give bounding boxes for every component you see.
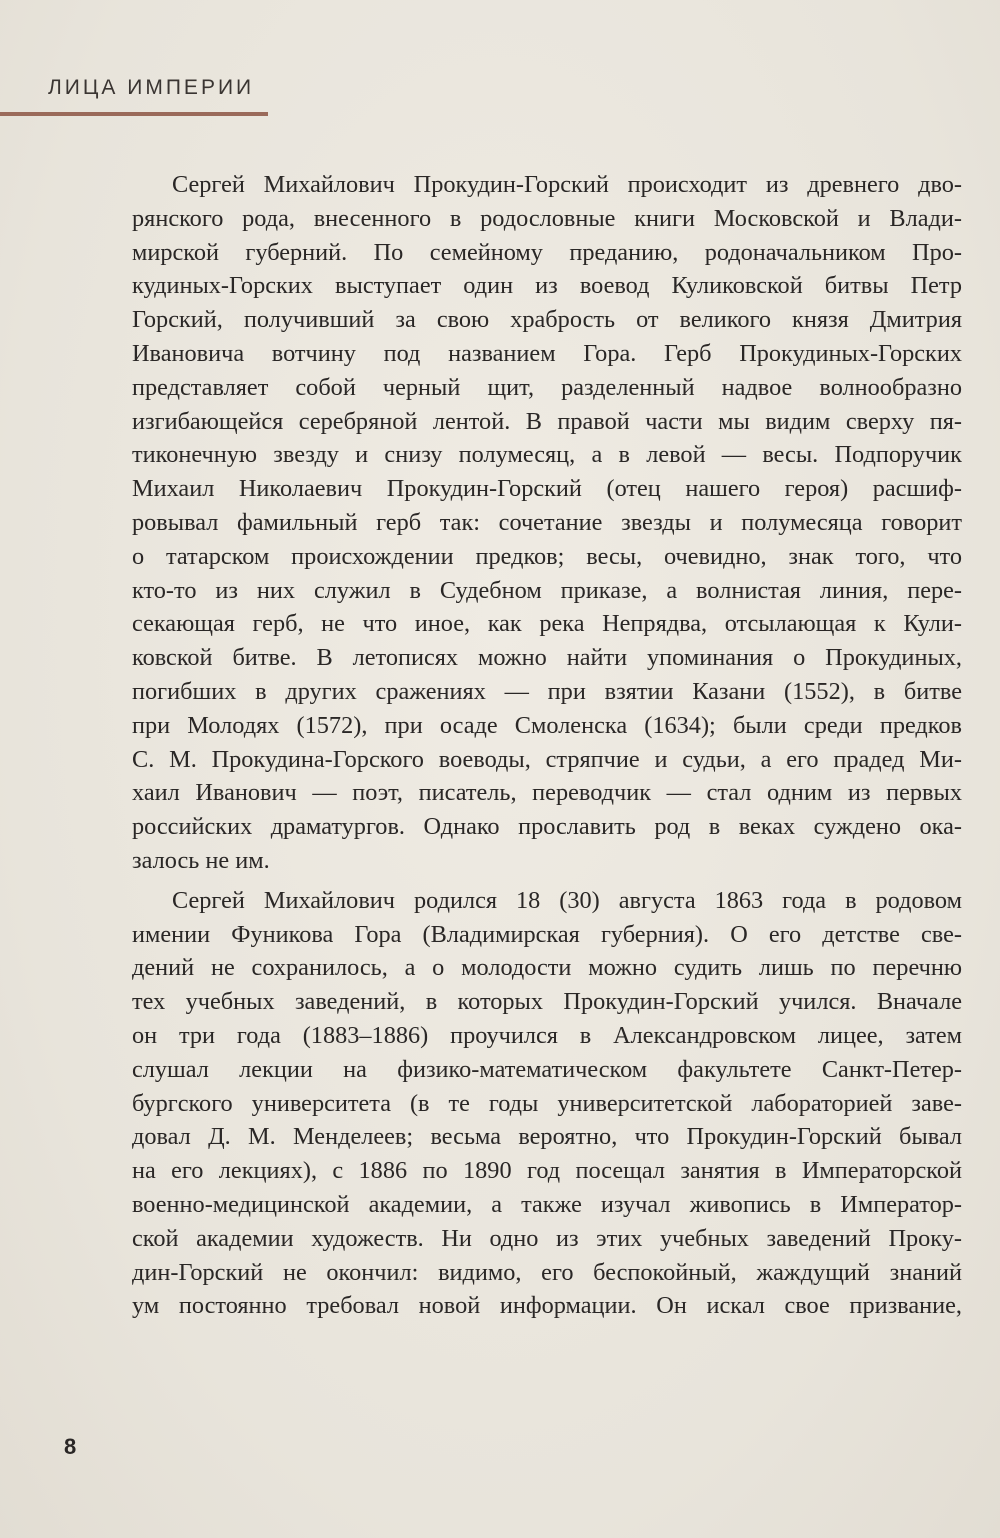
text-line: Михаил Николаевич Прокудин-Горский (отец нашего героя) расшиф- xyxy=(132,475,962,503)
text-line: военно-медицинской академии, а также изучал живопись в Император- xyxy=(132,1190,962,1218)
text-line: Сергей Михайлович Прокудин-Горский происходит из древнего дво- xyxy=(172,171,962,198)
text-line: довал Д. М. Менделеев; весьма вероятно, что Прокудин-Горский бывал xyxy=(132,1123,962,1151)
text-line: Горский, получивший за свою храбрость от великого князя Дмитрия xyxy=(132,306,962,334)
text-line: слушал лекции на физико-математическом факультете Санкт-Петер- xyxy=(132,1055,962,1083)
text-line: он три года (1883–1886) проучился в Александровском лицее, затем xyxy=(132,1021,962,1049)
text-line: ской академии художеств. Ни одно из этих учебных заведений Проку- xyxy=(132,1224,962,1252)
text-line: о татарском происхождении предков; весы, очевидно, знак того, что xyxy=(132,542,962,570)
text-line: С. М. Прокудина-Горского воеводы, стряпчие и судьи, а его прадед Ми- xyxy=(132,745,962,773)
body-text xyxy=(132,168,962,1323)
text-line: кудиных-Горских выступает один из воевод Куликовской битвы Петр xyxy=(132,272,962,300)
running-head-rule xyxy=(0,112,268,116)
text-line: рянского рода, внесенного в родословные книги Московской и Влади- xyxy=(132,204,962,232)
text-line: погибших в других сражениях — при взятии Казани (1552), в битве xyxy=(132,677,962,705)
text-line: мирской губерний. По семейному преданию, родоначальником Про- xyxy=(132,238,962,266)
text-line: при Молодях (1572), при осаде Смоленска (1634); были среди предков xyxy=(132,711,962,739)
text-line: Ивановича вотчину под названием Гора. Герб Прокудиных-Горских xyxy=(132,339,962,367)
text-line: на его лекциях), с 1886 по 1890 год посещал занятия в Императорской xyxy=(132,1157,962,1185)
text-line: хаил Иванович — поэт, писатель, переводчик — стал одним из первых xyxy=(132,779,962,807)
text-line: тиконечную звезду и снизу полумесяц, а в левой — весы. Подпоручик xyxy=(132,441,962,469)
paragraph-1 xyxy=(132,168,962,878)
text-line: российских драматургов. Однако прославить род в веках суждено ока- xyxy=(132,813,962,841)
paragraph-2 xyxy=(132,884,962,1323)
text-line: представляет собой черный щит, разделенный надвое волнообразно xyxy=(132,373,962,401)
text-line: ровывал фамильный герб так: сочетание звезды и полумесяца говорит xyxy=(132,508,962,536)
text-line: ковской битве. В летописях можно найти упоминания о Прокудиных, xyxy=(132,644,962,672)
text-line: ум постоянно требовал новой информации. Он искал свое призвание, xyxy=(132,1292,962,1320)
text-line: дин-Горский не окончил: видимо, его беспокойный, жаждущий знаний xyxy=(132,1258,962,1286)
text-line: тех учебных заведений, в которых Прокудин-Горский учился. Вначале xyxy=(132,988,962,1016)
text-line: дений не сохранилось, а о молодости можно судить лишь по перечню xyxy=(132,954,962,982)
text-line: имении Фуникова Гора (Владимирская губерния). О его детстве све- xyxy=(132,920,962,948)
text-line: кто-то из них служил в Судебном приказе, а волнистая линия, пере- xyxy=(132,576,962,604)
text-line: Сергей Михайлович родился 18 (30) августа 1863 года в родовом xyxy=(172,886,962,914)
page-number: 8 xyxy=(64,1434,77,1459)
text-line: залось не им. xyxy=(132,846,270,874)
text-line: изгибающейся серебряной лентой. В правой части мы видим сверху пя- xyxy=(132,407,962,435)
text-line: секающая герб, не что иное, как река Непрядва, отсылающая к Кули- xyxy=(132,610,962,638)
text-line: бургского университета (в те годы университетской лабораторией заве- xyxy=(132,1089,962,1117)
running-head: ЛИЦА ИМПЕРИИ xyxy=(48,76,255,99)
